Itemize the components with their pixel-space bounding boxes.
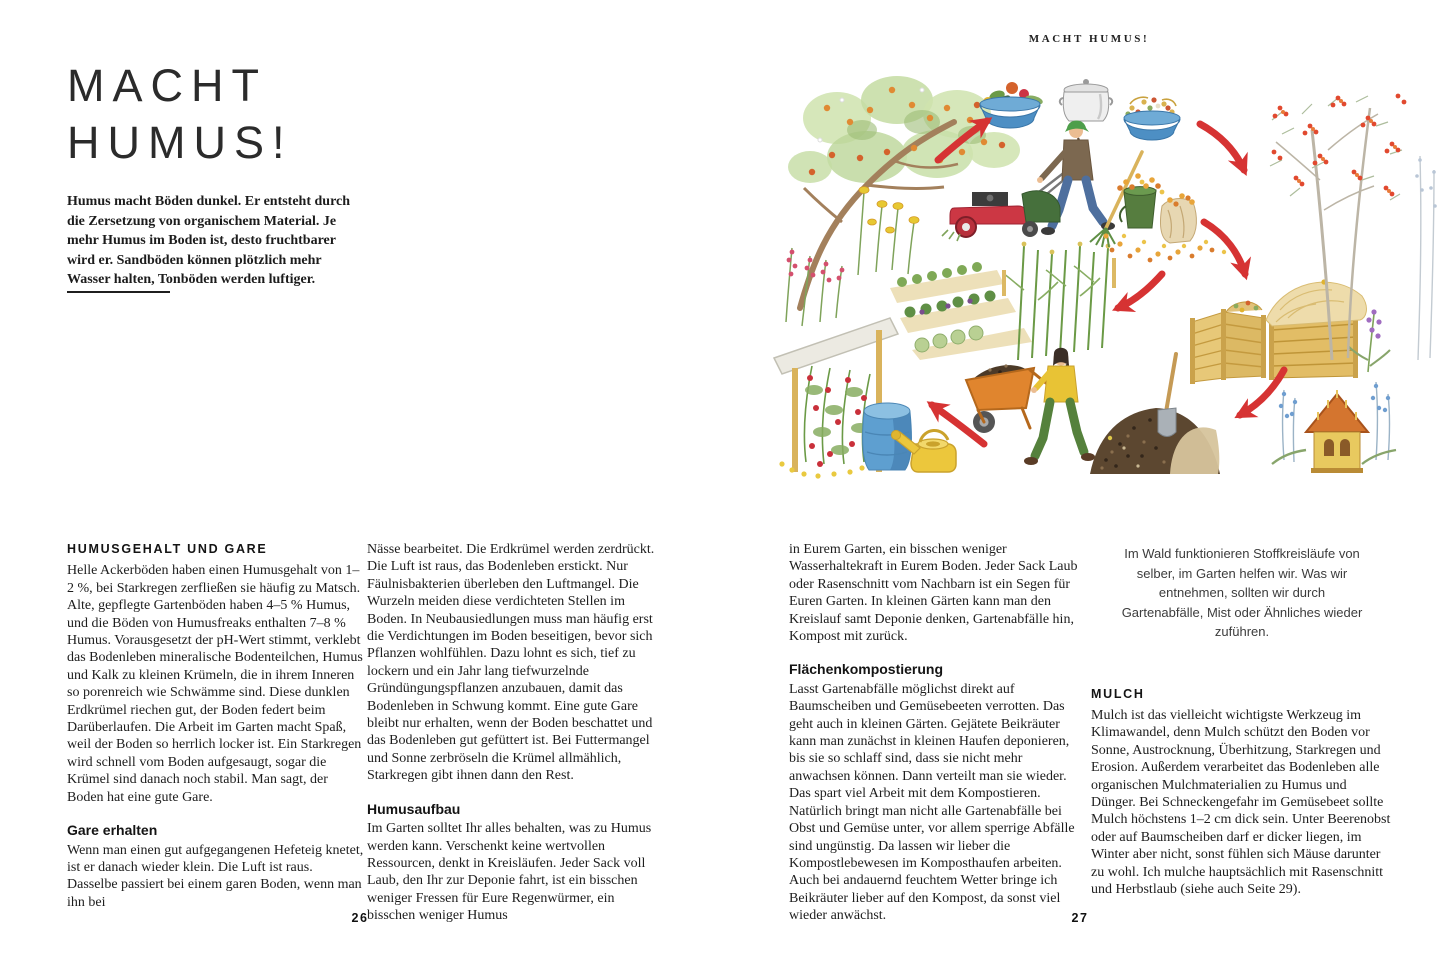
paragraph: Lasst Gartenabfälle möglichst direkt auf Baumscheiben und Gemüsebeeten verrotten. Das geht auch in kleinen Gärten. Gejätete Beikräuter kann man zunächst in kleinen Haufen deponieren, bis sie so schlaff sind, dass sie nicht mehr anwachsen können. Dann verteilt man sie wieder. Das spart viel Arbeit mit dem Kompostieren. Natürlich bringt man nicht alle Gartenabfälle bei Obst und Gemüse unter, vor allem sperrige Abfälle sind ungünstig. Da lassen wir lieber die Kompostlebewesen im Komposthaufen arbeiten. Auch bei andauernd feuchtem Wetter bringe ich Beikräuter lieber auf den Kompost, da sonst viel wieder anwächst. <box>789 681 1075 924</box>
page-title-line2: HUMUS! <box>67 117 293 168</box>
paragraph: in Eurem Garten, ein bisschen weniger Wasserhaltekraft in Eurem Boden. Jeder Sack Laub oder Rasenschnitt vom Nachbarn ist ein Segen für Euren Garten. In kleinen Gärten kann man den Kreislauf samt Deponie denken, Gartenabfälle hin, Kompost mit zurück. <box>789 542 1078 645</box>
running-head: MACHT HUMUS! <box>1028 33 1150 45</box>
compost-bins-illustration <box>1190 279 1390 384</box>
section-heading-mulch: MULCH <box>1091 686 1145 701</box>
paragraph: Nässe bearbeitet. Die Erdkrümel werden zerdrückt. Die Luft ist raus, das Bodenleben erstickt. Nur Fäulnisbakterien überleben den Luftmangel. Die Wurzeln meiden diese verdichteten Stellen im Boden. In Neubausiedlungen muss man häufig erst die Verdichtungen im Boden beseitigen, bevor sich Pflanzen wohlfühlen. Dazu lohnt es sich, tief zu lockern und ein Jahr lang tiefwurzelnde Gründüngungspflanzen anzubauen, damit das Bodenleben in Schwung kommt. Eine gute Gare bleibt nur erhalten, wenn der Boden beschattet und das Bodenleben gut gefüttert ist. Bei Futtermangel und Sonne zerbröseln die Krümel allmählich, Starkregen gibt ihnen dann den Rest. <box>367 542 655 784</box>
garden-cycle-illustration <box>772 60 1444 484</box>
arrow-scraps-to-leaves <box>1200 124 1244 170</box>
vegetable-beds-illustration <box>890 242 1116 360</box>
text-column-3 <box>789 541 1081 925</box>
margin-caption: Im Wald funktionieren Stoffkreisläufe von selber, im Garten helfen wir. Was wir entnehmen, sollten wir durch Gartenabfälle, Mist oder Ähnliches wieder zuführen. <box>1121 546 1363 639</box>
subheading-flaechenkompostierung: Flächenkompostierung <box>789 661 944 678</box>
page-title <box>67 57 293 171</box>
cooking-pot-illustration <box>1060 79 1112 121</box>
page-number-right: 27 <box>1071 911 1089 925</box>
intro-paragraph: Humus macht Böden dunkel. Er entsteht durch die Zersetzung von organischem Material. Je mehr Humus im Boden ist, desto fruchtbarer wird er. Sandböden können plötzlich mehr Wasser halten, Tonböden werden luftiger. <box>67 194 351 287</box>
kitchen-scraps-bowl-illustration <box>1124 97 1180 140</box>
arrow-bins-to-beds <box>1118 274 1162 308</box>
paragraph: Helle Ackerböden haben einen Humusgehalt von 1–2 %, bei Starkregen zerfließen sie häufig zu Matsch. Alte, gepflegte Gartenböden haben 4–5 % Humus, und die Böden von Humusfreaks enthalten 7–8 % Humus. Vorausgesetzt der pH-Wert stimmt, verklebt das Bodenleben mineralische Bodenteilchen, Humus und Kalk zu kleinen Krümeln, die in ihrem Inneren so porenreich wie Schwämme sind. Diese dunklen Erdkrümel riechen gut, der Boden federt beim Darüberlaufen. Die Arbeit im Garten macht Spaß, weil der Boden so herrlich locker ist. Ein Starkregen wird schnell vom Boden aufgesaugt, sogar die Krümel sind danach noch stabil. Man sagt, der Boden hat eine gute Gare. <box>67 563 363 805</box>
subheading-humusaufbau: Humusaufbau <box>367 800 461 817</box>
subheading-gare-erhalten: Gare erhalten <box>67 822 158 839</box>
section-heading-humusgehalt: HUMUSGEHALT UND GARE <box>67 542 268 556</box>
arrow-leaves-to-bins <box>1204 222 1245 274</box>
flower-border-illustration <box>786 187 919 326</box>
text-column-4 <box>1091 541 1393 898</box>
leaf-bin-illustration <box>1090 152 1226 262</box>
paragraph: Mulch ist das vielleicht wichtigste Werkzeug im Klimawandel, denn Mulch schützt den Boden vor Sonne, Austrocknung, Überhitzung, Starkregen und Erosion. Außerdem verarbeitet das Bodenleben alle organischen Mulchmaterialien zu Humus und Dünger. Bei Schneckengefahr im Gemüsebeet sollte Mulch höchstens 1–2 cm dick sein. Unter Beerenobst oder auf Baumscheiben darf er dicker liegen, im Winter aber nicht, sonst fühlen sich Mäuse darunter zu wohl. Ich mulche hauptsächlich mit Rasenschnitt und Herbstlaub (siehe auch Seite 29). <box>1091 707 1391 897</box>
paragraph: Im Garten solltet Ihr alles behalten, was zu Humus werden kann. Verschenkt keine wertvollen Ressourcen, denkt in Kreisläufen. Jeder Sack voll Laub, den Ihr zur Deponie fahrt, ist ein bisschen weniger Fressen für Eure Regenwürmer, ein bisschen weniger Humus <box>367 821 652 924</box>
garden-house-illustration <box>1272 382 1396 473</box>
wheelbarrow-person-illustration <box>966 348 1095 465</box>
text-column-2 <box>367 541 664 925</box>
paragraph: Wenn man einen gut aufgegangenen Hefeteig knetet, ist er danach wieder klein. Die Luft ist raus. Dasselbe passiert bei einem garen Boden, wenn man ihn bei <box>67 842 364 910</box>
intro-rule <box>67 291 170 293</box>
text-column-1 <box>67 541 364 911</box>
page-title-line1: MACHT <box>67 60 267 111</box>
page-number-left: 26 <box>351 911 369 925</box>
